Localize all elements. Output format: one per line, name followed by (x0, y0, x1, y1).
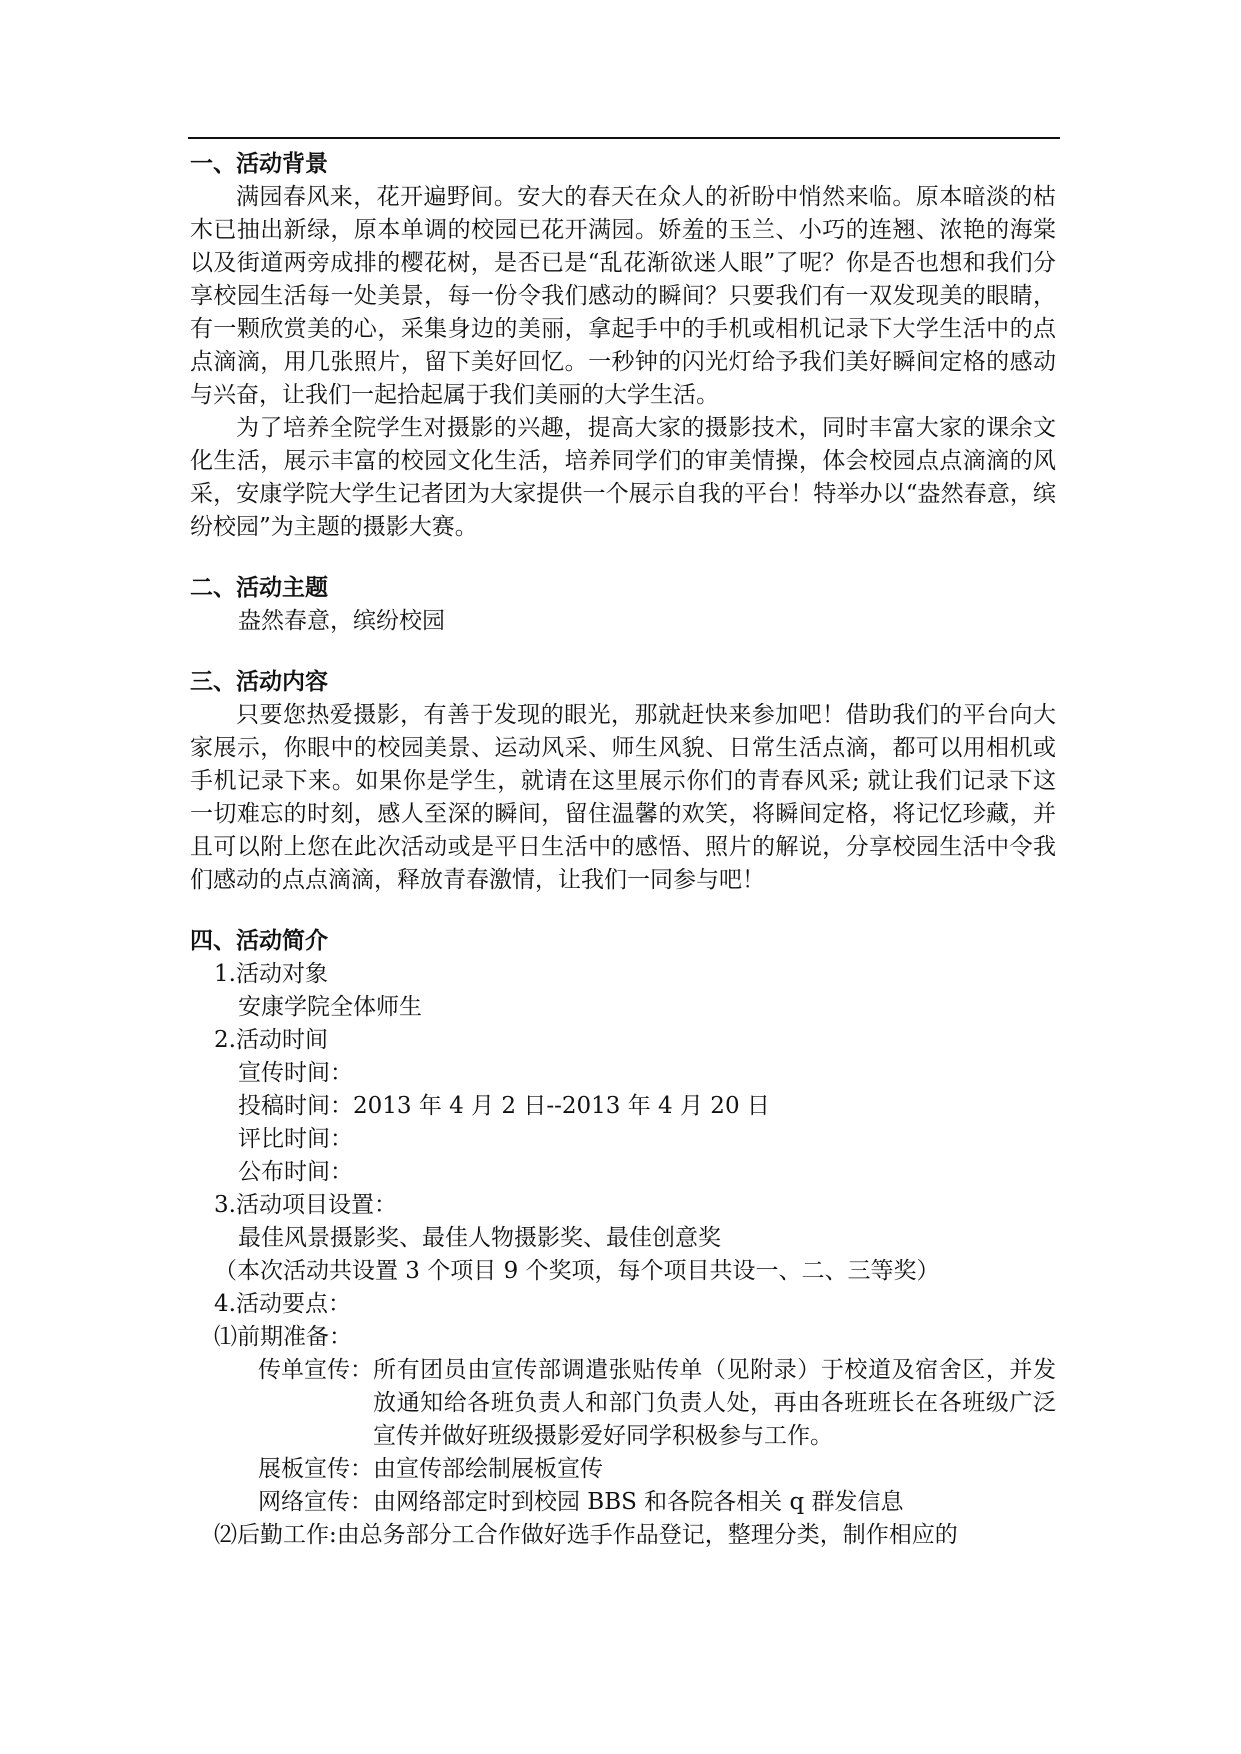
board-row (190, 1453, 1056, 1486)
section-heading: 一、活动背景 (190, 151, 328, 177)
section-heading: 三、活动内容 (190, 669, 328, 695)
network-row (190, 1486, 1056, 1519)
network-label: 网络宣传： (258, 1489, 373, 1515)
board-text: 由宣传部绘制展板宣传 (373, 1456, 603, 1482)
paragraph: 为了培养全院学生对摄影的兴趣，提高大家的摄影技术，同时丰富大家的课余文化生活，展示丰富的校园文化生活，培养同学们的审美情操，体会校园点点滴滴的风采，安康学院大学生记者团为大家提供一个展示自我的平台！特举办以“盎然春意，缤纷校园”为主题的摄影大赛。 (190, 415, 1056, 540)
item-note: （本次活动共设置 3 个项目 9 个奖项，每个项目共设一、二、三等奖） (214, 1258, 940, 1284)
flyer-text: 所有团员由宣传部调遣张贴传单（见附录）于校道及宿舍区，并发放通知给各班负责人和部门负责人处，再由各班班长在各班级广泛宣传并做好班级摄影爱好同学积极参与工作。 (373, 1357, 1056, 1449)
flyer-label: 传单宣传： (258, 1357, 373, 1383)
section-spacer (190, 638, 1056, 666)
item-title: 4.活动要点： (214, 1291, 351, 1317)
paragraph: 满园春风来，花开遍野间。安大的春天在众人的祈盼中悄然来临。原本暗淡的枯木已抽出新绿，原本单调的校园已花开满园。娇羞的玉兰、小巧的连翘、浓艳的海棠以及街道两旁成排的樱花树，是否已是“乱花渐欲迷人眼”了呢？你是否也想和我们分享校园生活每一处美景，每一份令我们感动的瞬间？只要我们有一双发现美的眼睛，有一颗欣赏美的心，采集身边的美丽，拿起手中的手机或相机记录下大学生活中的点点滴滴，用几张照片，留下美好回忆。一秒钟的闪光灯给予我们美好瞬间定格的感动与兴奋，让我们一起拾起属于我们美丽的大学生活。 (190, 184, 1056, 408)
section-heading: 四、活动简介 (190, 928, 328, 954)
item-text: 公布时间： (238, 1159, 353, 1185)
item-text: 安康学院全体师生 (238, 994, 422, 1020)
header-rule (188, 137, 1060, 139)
logistics-row (190, 1519, 1056, 1552)
section-spacer (190, 544, 1056, 572)
logistics-text: 由总务部分工合作做好选手作品登记，整理分类，制作相应的 (336, 1522, 958, 1548)
item-text: 宣传时间： (238, 1060, 353, 1086)
board-label: 展板宣传： (258, 1456, 373, 1482)
flyer-row (190, 1354, 1056, 1453)
item-title: 1.活动对象 (214, 961, 328, 987)
document-body (190, 148, 1056, 1552)
paragraph: 只要您热爱摄影，有善于发现的眼光，那就赶快来参加吧！借助我们的平台向大家展示，你眼中的校园美景、运动风采、师生风貌、日常生活点滴，都可以用相机或手机记录下来。如果你是学生，就请在这里展示你们的青春风采; 就让我们记录下这一切难忘的时刻，感人至深的瞬间，留住温馨的欢笑，将瞬间定格，将记忆珍藏，并且可以附上您在此次活动或是平日生活中的感悟、照片的解说，分享校园生活中令我们感动的点点滴滴，释放青春激情，让我们一同参与吧！ (190, 702, 1056, 893)
item-text: 评比时间： (238, 1126, 353, 1152)
item-title: 3.活动项目设置： (214, 1192, 397, 1218)
logistics-label: ⑵后勤工作: (214, 1522, 337, 1548)
theme-text: 盎然春意，缤纷校园 (238, 608, 445, 634)
item-title: 2.活动时间 (214, 1027, 328, 1053)
subitem-title: ⑴前期准备： (214, 1324, 352, 1350)
section-background (190, 148, 1056, 544)
section-content (190, 666, 1056, 897)
section-theme (190, 572, 1056, 638)
item-text: 最佳风景摄影奖、最佳人物摄影奖、最佳创意奖 (238, 1225, 721, 1251)
section-heading: 二、活动主题 (190, 575, 328, 601)
item-text: 投稿时间：2013 年 4 月 2 日--2013 年 4 月 20 日 (238, 1093, 770, 1119)
section-spacer (190, 897, 1056, 925)
network-text: 由网络部定时到校园 BBS 和各院各相关 q 群发信息 (373, 1489, 904, 1515)
section-overview (190, 925, 1056, 1552)
